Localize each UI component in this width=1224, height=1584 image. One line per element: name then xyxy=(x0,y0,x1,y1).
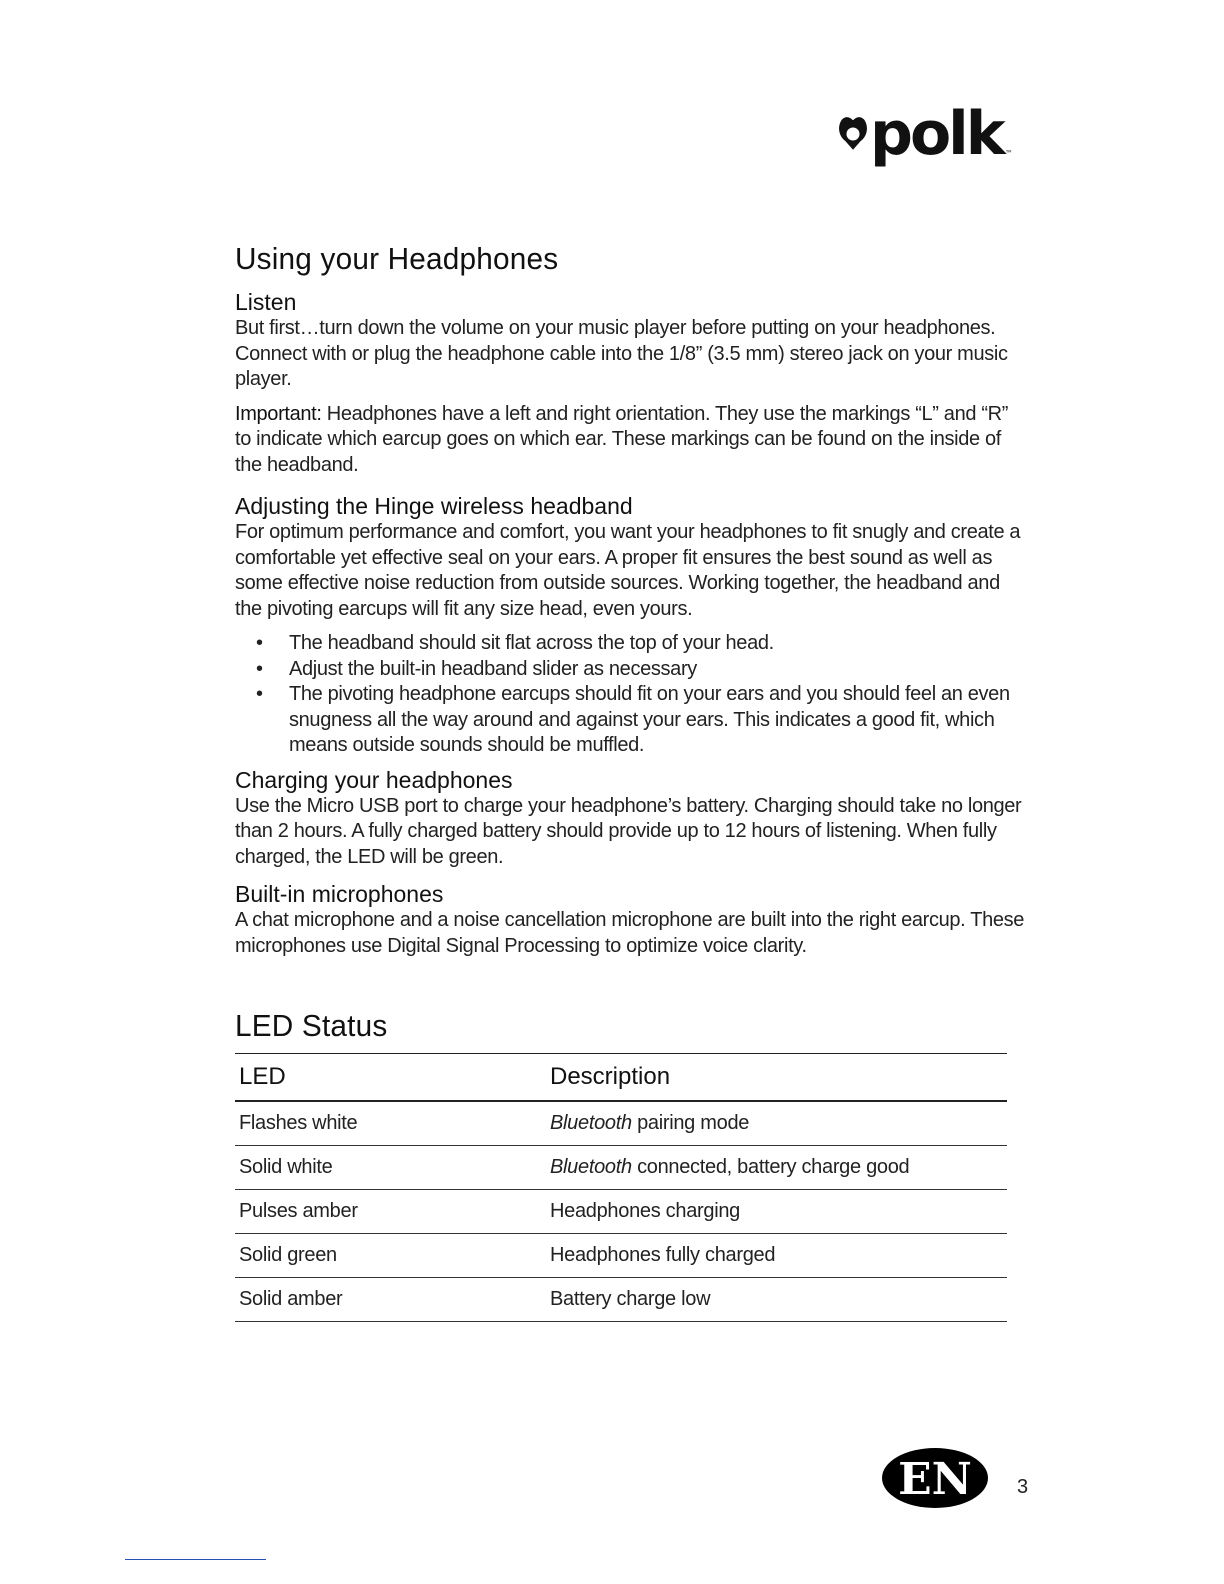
heading-adjusting: Adjusting the Hinge wireless headband xyxy=(235,493,633,519)
heading-charging: Charging your headphones xyxy=(235,766,513,793)
led-cell: Solid white xyxy=(235,1146,546,1190)
led-cell: Pulses amber xyxy=(235,1190,546,1234)
column-header-description: Description xyxy=(546,1054,1007,1102)
column-header-led: LED xyxy=(235,1054,546,1102)
description-cell: Headphones fully charged xyxy=(546,1234,1007,1278)
table-row xyxy=(235,1190,1007,1234)
page-number: 3 xyxy=(1017,1476,1029,1498)
important-note xyxy=(235,402,1025,479)
brand-wordmark: polk xyxy=(870,99,1003,169)
section-title-using: Using your Headphones xyxy=(235,241,559,276)
description-cell: Battery charge low xyxy=(546,1278,1007,1322)
bullet-icon: • xyxy=(256,683,263,705)
description-cell: Bluetooth connected, battery charge good xyxy=(546,1146,1007,1190)
bullet-icon: • xyxy=(256,657,263,680)
led-cell: Solid green xyxy=(235,1234,546,1278)
list-item: • Adjust the built-in headband slider as necessary xyxy=(235,657,1025,683)
adjusting-bullet-list xyxy=(235,631,1025,759)
description-cell: Headphones charging xyxy=(546,1190,1007,1234)
table-header-row xyxy=(235,1054,1007,1102)
section-title-led-status: LED Status xyxy=(235,1008,388,1043)
trademark-symbol: ™ xyxy=(1005,149,1013,158)
important-label: Important: xyxy=(235,402,322,425)
polk-logo xyxy=(836,92,1026,184)
description-cell: Bluetooth pairing mode xyxy=(546,1101,1007,1146)
led-cell: Solid amber xyxy=(235,1278,546,1322)
table-row xyxy=(235,1234,1007,1278)
mics-body: A chat microphone and a noise cancellation microphone are built into the right earcup. These microphones use Digital Signal Processing to optimize voice clarity. xyxy=(235,909,1025,957)
charging-body: Use the Micro USB port to charge your headphone’s battery. Charging should take no longer than 2 hours. A fully charged battery should provide up to 12 hours of listening. When fully charged, the LED will be green. xyxy=(235,794,1022,868)
led-cell: Flashes white xyxy=(235,1101,546,1146)
language-badge xyxy=(881,1447,989,1509)
listen-body: But first…turn down the volume on your music player before putting on your headphones. Connect with or plug the headphone cable into the 1/8” (3.5 mm) stereo jack on your music player. xyxy=(235,317,1008,390)
heading-listen: Listen xyxy=(235,289,297,315)
table-row xyxy=(235,1146,1007,1190)
bullet-icon: • xyxy=(256,632,263,654)
list-item: • The headband should sit flat across the top of your head. xyxy=(235,631,1025,657)
list-item: • The pivoting headphone earcups should fit on your ears and you should feel an even snugness all the way around and against your ears. This indicates a good fit, which means outside sounds should be muffled. xyxy=(256,683,1010,756)
table-row xyxy=(235,1101,1007,1146)
led-status-table xyxy=(235,1053,1007,1322)
heading-mics: Built-in microphones xyxy=(235,881,444,907)
footer-link-underline xyxy=(125,1559,266,1560)
table-row xyxy=(235,1278,1007,1322)
page-content xyxy=(235,236,1025,1322)
important-body: Headphones have a left and right orientation. They use the markings “L” and “R” to indicate which earcup goes on which ear. These markings can be found on the inside of the headband. xyxy=(235,402,1009,476)
adjusting-body: For optimum performance and comfort, you want your headphones to fit snugly and create a comfortable yet effective seal on your ears. A proper fit ensures the best sound as well as some effective noise reduction from outside sources. Working together, the headband and the pivoting earcups will fit any size head, even yours. xyxy=(235,521,1021,620)
language-badge-label: EN xyxy=(898,1454,972,1505)
